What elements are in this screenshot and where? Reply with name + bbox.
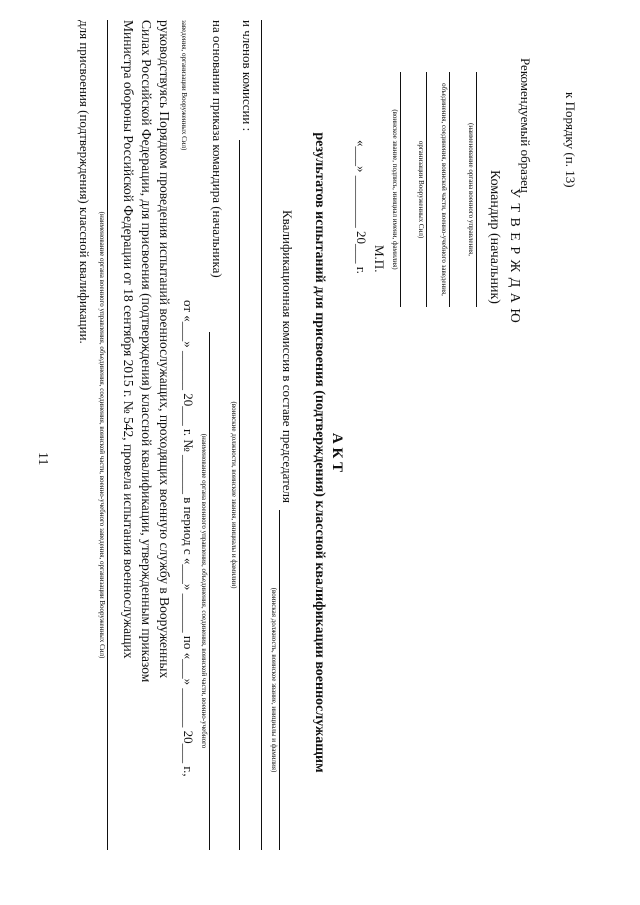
order-basis-line[interactable] bbox=[209, 332, 210, 850]
approve-line-4[interactable] bbox=[400, 72, 401, 307]
unit-line[interactable] bbox=[107, 20, 108, 850]
approve-caption-1: (наименование органа военного управления, bbox=[467, 123, 475, 256]
act-subtitle: результатов испытаний для присвоения (подтверждения) классной квалификации военнослужащим bbox=[312, 132, 327, 773]
order-basis-caption-2: заведения, организации Вооруженных Сил) bbox=[180, 20, 188, 151]
members-label: и членов комиссии : bbox=[240, 20, 255, 132]
approve-date: «___» ________ 20___ г. bbox=[354, 140, 369, 274]
approve-caption-4: (воинское звание, подпись, инициал имени, фамилия) bbox=[391, 109, 399, 270]
commander-label: Командир (начальник) bbox=[487, 170, 502, 304]
chair-caption: (воинская должность, воинское звание, инициалы и фамилия) bbox=[270, 587, 278, 773]
recommended-sample: Рекомендуемый образец bbox=[518, 58, 533, 193]
stamp-mark: М.П. bbox=[372, 245, 387, 273]
order-basis-caption: (наименование органа военного управления, объединения, соединения, воинской части, военно-учебного bbox=[200, 433, 208, 749]
order-dates: от «___» ______ 20___ г. № ______ в период с «___» ______ по «___» ______ 20___ г., bbox=[181, 300, 196, 777]
unit-caption: (наименование органа военного управления, объединения, соединения, воинской части, военно-учебного заведения, организации Вооруженных Сил) bbox=[98, 211, 106, 659]
chair-line-2[interactable] bbox=[261, 20, 262, 850]
paragraph-line-1: руководствуясь Порядком проведения испытаний военнослужащих, проходящих военную службу в Вооруженных bbox=[157, 20, 172, 679]
approve-caption-2: объединения, соединения, воинской части, военно-учебного заведения, bbox=[440, 83, 448, 296]
approve-line-1[interactable] bbox=[476, 72, 477, 307]
approve-line-2[interactable] bbox=[449, 72, 450, 307]
members-caption: (воинские должности, воинские звания, инициалы и фамилии) bbox=[230, 401, 238, 589]
chair-line[interactable] bbox=[279, 510, 280, 850]
approve-line-3[interactable] bbox=[426, 72, 427, 307]
page-number: 11 bbox=[35, 452, 50, 466]
act-title: А К Т bbox=[329, 432, 345, 473]
paragraph-line-2: Силах Российской Федерации, для присвоения (подтверждения) классной квалификации, утвержденным приказом bbox=[139, 20, 154, 683]
members-line[interactable] bbox=[239, 140, 240, 850]
approve-title: У Т В Е Р Ж Д А Ю bbox=[507, 188, 522, 324]
order-reference: к Порядку (п. 13) bbox=[563, 92, 578, 188]
qualification-closing: для присвоения (подтверждения) классной квалификации. bbox=[77, 20, 92, 344]
order-basis-label: на основании приказа командира (начальника) bbox=[210, 20, 225, 278]
paragraph-line-3: Министра обороны Российской Федерации от 18 сентября 2015 г. № 542, провела испытания военнослужащих bbox=[121, 20, 136, 659]
approve-caption-3: организации Вооруженных Сил) bbox=[417, 140, 425, 239]
commission-chair-label: Квалификационная комиссия в составе председателя bbox=[280, 210, 295, 503]
